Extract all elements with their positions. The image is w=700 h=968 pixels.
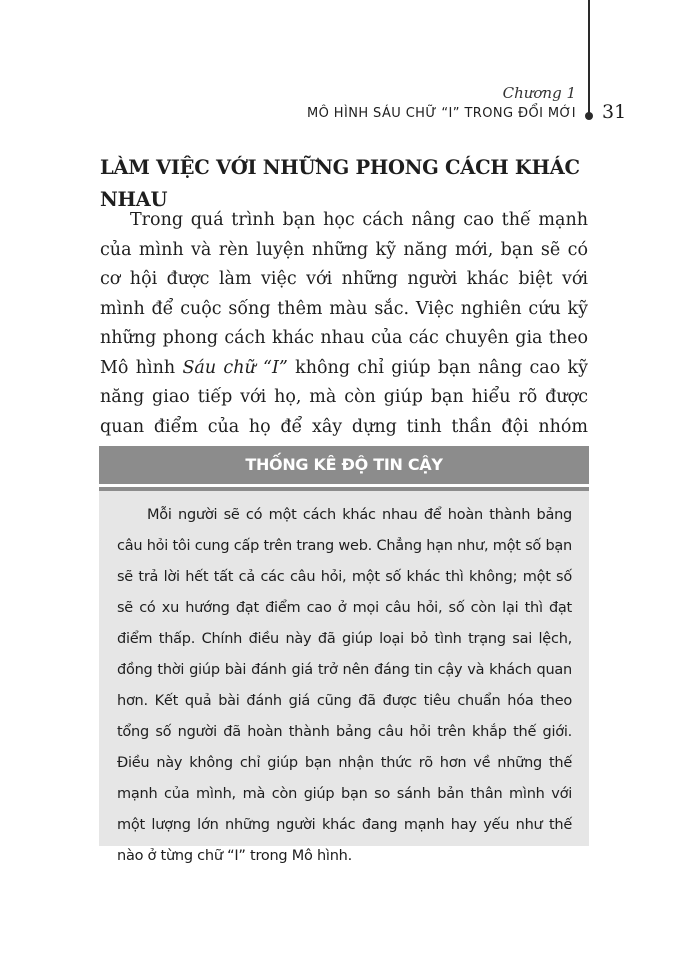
section-heading: LÀM VIỆC VỚI NHỮNG PHONG CÁCH KHÁC NHAU bbox=[100, 156, 580, 211]
paragraph-text bbox=[100, 206, 588, 472]
page-number: 31 bbox=[602, 101, 627, 123]
sidebar-box-title: THỐNG KÊ ĐỘ TIN CẬY bbox=[245, 455, 443, 474]
paragraph-part-1: Trong quá trình bạn học cách nâng cao thế mạnh của mình và rèn luyện những kỹ năng mới, bạn sẽ có cơ hội được làm việc với những người khác biệt với mình để cuộc sống thêm màu sắc. Việc nghiên cứu kỹ những phong cách khác nhau của các chuyên gia theo Mô hình bbox=[100, 210, 588, 378]
body-paragraph bbox=[100, 206, 588, 472]
paragraph-part-2: không chỉ giúp bạn nâng cao kỹ năng giao tiếp với họ, mà còn giúp bạn hiểu rõ được quan điểm của họ để xây dựng tinh thần đội nhóm bbox=[100, 357, 589, 437]
running-title: MÔ HÌNH SÁU CHỮ “I” TRONG ĐỔI MỚI bbox=[307, 106, 576, 121]
margin-rule bbox=[588, 0, 590, 118]
reliability-sidebar-box bbox=[99, 446, 589, 864]
margin-rule-dot bbox=[585, 112, 593, 120]
chapter-label: Chương 1 bbox=[502, 84, 576, 102]
paragraph-emphasis: Sáu chữ “I” bbox=[182, 357, 288, 378]
sidebar-box-paragraph: Mỗi người sẽ có một cách khác nhau để hoàn thành bảng câu hỏi tôi cung cấp trên trang web. Chẳng hạn như, một số bạn sẽ trả lời hết tất cả các câu hỏi, một số khác thì không; một số sẽ có xu hướng đạt điểm cao ở mọi câu hỏi, số còn lại thì đạt điểm thấp. Chính điều này đã giúp loại bỏ tình trạng sai lệch, đồng thời giúp bài đánh giá trở nên đáng tin cậy và khách quan hơn. Kết quả bài đánh giá cũng đã được tiêu chuẩn hóa theo tổng số người đã hoàn thành bảng câu hỏi trên khắp thế giới. Điều này không chỉ giúp bạn nhận thức rõ hơn về những thế mạnh của mình, mà còn giúp bạn so sánh bản thân mình với một lượng lớn những người khác đang mạnh hay yếu như thế nào ở từng chữ “I” trong Mô hình. bbox=[117, 507, 572, 864]
sidebar-box-body bbox=[117, 500, 572, 872]
